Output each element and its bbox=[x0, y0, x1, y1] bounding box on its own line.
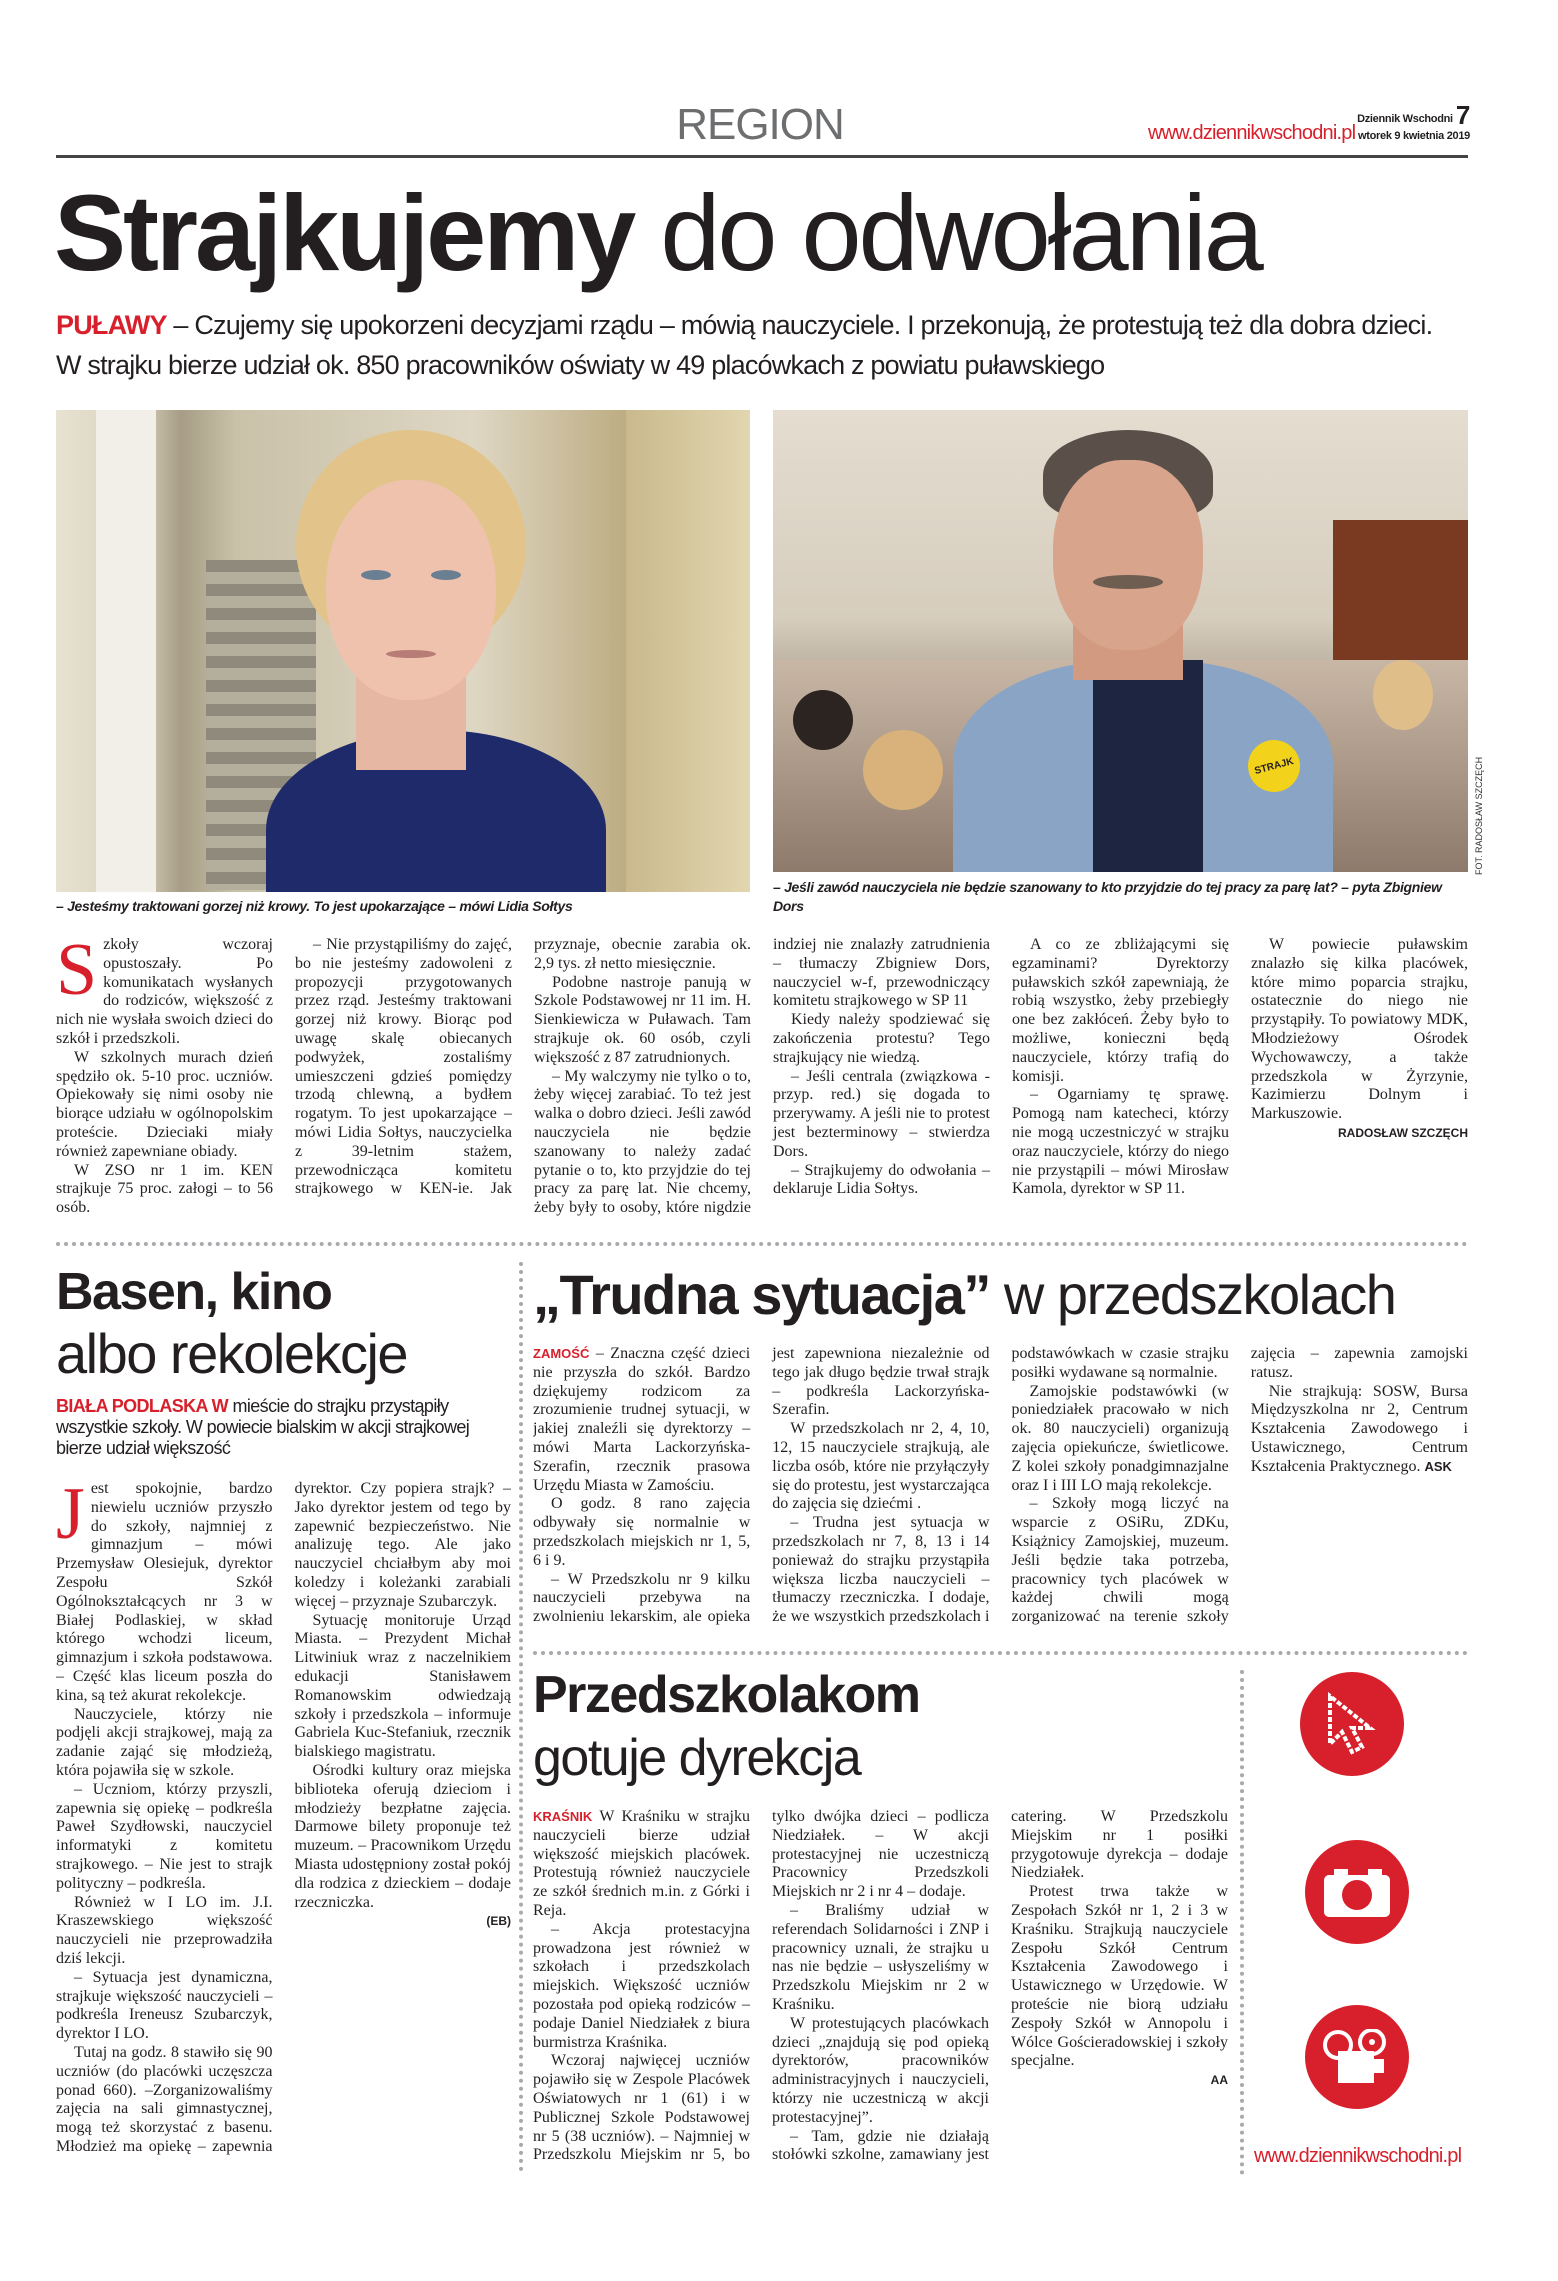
paragraph: Nie strajkują: SOSW, Bursa Międzyszkolna nr 2, Centrum Kształcenia Zawodowego i Ustawicznego, Centrum Kształcenia Praktycznego. ASK bbox=[1250, 1382, 1468, 1475]
biala-headline-line2: albo rekolekcje bbox=[56, 1322, 408, 1385]
krasnik-headline-line2: gotuje dyrekcja bbox=[533, 1729, 861, 1787]
paragraph: – Uczniom, którzy przyszli, zapewnia się opiekę – podkreśla Paweł Szydłowski, nauczyciel informatyki z komitetu strajkowego. – Nie jest to strajk polityczny – podkreśla. bbox=[56, 1780, 273, 1892]
author-byline: (EB) bbox=[486, 1914, 511, 1929]
zamosc-article-body bbox=[533, 1345, 1468, 1637]
photo-credit: FOT. RADOSŁAW SZCZĘCH bbox=[1474, 756, 1484, 875]
page-number: 7 bbox=[1455, 100, 1470, 130]
paragraph: – Braliśmy udział w referendach Solidarności i ZNP i pracownicy uznali, że strajku u nas nie będzie – usłyszeliśmy w Przedszkolu Miejskim nr 2 w Kraśniku. bbox=[772, 1901, 989, 2013]
paragraph: W przedszkolach nr 2, 4, 10, 12, 15 nauczyciele strajkują, ale liczba osób, które nie przyłączyły się do protestu, jest wystarczająca do zajęcia się dziećmi . bbox=[772, 1420, 990, 1513]
paragraph: – Sytuacja jest dynamiczna, strajkuje większość nauczycieli – podkreśla Ireneusz Szubarczyk, dyrektor I LO. bbox=[56, 1968, 273, 2043]
paper-name: Dziennik Wschodni bbox=[1357, 113, 1453, 125]
paragraph: Kiedy należy spodziewać się zakończenia protestu? Tego strajkujący nie wiedzą. bbox=[773, 1011, 990, 1066]
paragraph: – Akcja protestacyjna prowadzona jest również w szkołach i przedszkolach miejskich. Większość uczniów pozostała pod opieką rodziców – podaje Daniel Niedziałek z biura burmistrza Kraśnika. bbox=[533, 1920, 750, 2051]
lead-line-1: – Czujemy się upokorzeni decyzjami rządu – mówią nauczyciele. I przekonują, że protestują też dla dobra dzieci. bbox=[166, 310, 1433, 340]
paragraph: – Nie przystąpiliśmy do zajęć, bo nie jesteśmy zadowoleni z propozycji przygotowanych przez rząd. Jesteśmy traktowani gorzej niż krowy. Biorąc pod uwagę skalę obiecanych podwyżek, zostaliśmy umieszczeni gdzieś pomiędzy trzodą chlewną, a bydłem rogatym. To jest upokarzające – mówi Lidia Sołtys, nauczycielka z 39-letnim stażem, przewodnicząca komitetu strajkowego w KEN-ie. Jak przyznaje, obecnie zarabia ok. 2,9 tys. zł netto miesięcznie. bbox=[295, 936, 751, 1198]
headline-bold: Strajkujemy bbox=[54, 172, 634, 293]
paragraph: W szkolnych murach dzień spędziło ok. 5-10 proc. uczniów. Opiekowały się nimi osoby nie biorące udziału w ogólnopolskim proteście. Dzieciaki miały również zapewniane obiady. bbox=[56, 1048, 273, 1160]
cursor-icon[interactable] bbox=[1300, 1672, 1404, 1776]
photo-zbigniew-dors bbox=[773, 410, 1468, 872]
paragraph: Nauczyciele, którzy nie podjęli akcji strajkowej, mają za zadanie zająć się młodzieżą, która pojawiła się w szkole. bbox=[56, 1705, 273, 1779]
photo-lidia-soltys bbox=[56, 410, 750, 892]
main-article-body bbox=[56, 936, 1468, 1232]
paragraph: Zamojskie podstawówki (w poniedziałek pracowało w nich ok. 80 nauczycieli) organizują zajęcia opiekuńcze, świetlicowe. Z kolei szkoły ponadgimnazjalne oraz I i III LO mają rekolekcje. bbox=[1011, 1382, 1229, 1494]
krasnik-headline-line1: Przedszkolakom bbox=[533, 1666, 920, 1724]
main-headline bbox=[54, 168, 1261, 298]
photo-left-caption: – Jesteśmy traktowani gorzej niż krowy. To jest upokarzające – mówi Lidia Sołtys bbox=[56, 898, 573, 914]
paragraph: – Trudna jest sytuacja w przedszkolach nr 7, 8, 13 i 14 ponieważ do strajku przystąpiła większa liczba nauczycieli – tłumaczy rzeczniczka. I dodaje, że we wszystkich przedszkolach i podstawówkach w czasie strajku posiłki wydawane są normalnie. bbox=[772, 1345, 1229, 1626]
biala-lead: BIAŁA PODLASKA W mieście do strajku przystąpiły wszystkie szkoły. W powiecie bialskim w akcji strajkowej bierze udział większość bbox=[56, 1396, 470, 1458]
biala-headline-line1: Basen, kino bbox=[56, 1263, 332, 1321]
paragraph: W ZSO nr 1 im. KEN strajkuje 75 proc. załogi – to 56 osób. bbox=[56, 1161, 273, 1217]
section-divider bbox=[533, 1651, 1468, 1655]
lead-place: ZAMOŚĆ bbox=[533, 1346, 590, 1361]
column-divider bbox=[519, 1262, 523, 2172]
zamosc-headline: „Trudna sytuacja” w przedszkolach bbox=[533, 1263, 1396, 1326]
photo-right-caption: – Jeśli zawód nauczyciela nie będzie szanowany to kto przyjdzie do tej pracy za parę lat? – pyta Zbigniew Dors bbox=[773, 879, 1442, 914]
masthead-website[interactable]: www.dziennikwschodni.pl bbox=[1147, 122, 1356, 144]
camera-icon[interactable] bbox=[1305, 1840, 1409, 1944]
author-byline: RADOSŁAW SZCZĘCH bbox=[1338, 1125, 1468, 1140]
paragraph: – Ogarniamy tę sprawę. Pomogą nam katecheci, którzy nie mogą uczestniczyć w strajku oraz nauczyciele, którzy do niego nie przystąpili – mówi Mirosław Kamola, dyrektor w SP 11. bbox=[1012, 1086, 1229, 1198]
paragraph: – Jeśli centrala (związkowa - przyp. red.) się dogada to przerywamy. A jeśli nie to protest jest bezterminowy – stwierdza Dors. bbox=[773, 1067, 990, 1160]
drop-cap: S bbox=[56, 936, 98, 1011]
krasnik-article-body bbox=[533, 1808, 1228, 2178]
drop-cap: J bbox=[56, 1480, 85, 1555]
section-title: REGION bbox=[676, 100, 844, 149]
header-rule bbox=[56, 155, 1468, 158]
paragraph: Szkoły wczoraj opustoszały. Po komunikatach wysłanych do rodziców, większość z nich nie wysłała swoich dzieci do szkół i przedszkoli. bbox=[56, 936, 273, 1047]
paragraph: Podobne nastroje panują w Szkole Podstawowej nr 11 im. H. Sienkiewicza w Puławach. Tam strajkuje ok. 60 osób, czyli większość z 87 zatrudnionych. bbox=[534, 973, 751, 1066]
paragraph: Protest trwa także w Zespołach Szkół nr 1, 2 i 3 w Kraśniku. Strajkują nauczyciele Zespołu Szkół Centrum Kształcenia Zawodowego i Ustawicznego w Urzędowie. W proteście nie biorą udziału Zespoły Szkół w Annopolu i Wólce Gościeradowskiej i szkoły specjalne. bbox=[1011, 1883, 1228, 2070]
author-byline: ASK bbox=[1424, 1458, 1452, 1474]
strajk-badge: STRAJK bbox=[1242, 734, 1306, 798]
paragraph: W powiecie puławskim znalazło się kilka placówek, które mimo poparcia strajku, ostatecznie do niego nie przystąpiły. To powiatowy MDK, Młodzieżowy Ośrodek Wychowawczy, a także przedszkola w Żyrzynie, Kazimierzu Dolnym i Markuszowie. bbox=[1251, 936, 1468, 1123]
paragraph: Sytuację monitoruje Urząd Miasta. – Prezydent Michał Litwiniuk wraz z naczelnikiem edukacji Stanisławem Romanowskim odwiedzają szkoły i przedszkola – informuje Gabriela Kuc-Stefaniuk, rzecznik bialskiego magistratu. bbox=[294, 1611, 511, 1761]
lead-line-2: W strajku bierze udział ok. 850 pracowników oświaty w 49 placówkach z powiatu puławskiego bbox=[56, 350, 1105, 380]
main-lead bbox=[56, 305, 1476, 385]
paragraph: Wczoraj najwięcej uczniów pojawiło się w Zespole Placówek Oświatowych nr 1 (61) i w Publicznej Szkole Podstawowej nr 5 (38 uczniów). – Najmniej w Przedszkolu Miejskim nr 5, bo tylko dwójka dzieci – podlicza Niedziałek. – W akcji protestacyjnej nie uczestniczą Pracownicy Przedszkoli Miejskich nr 2 i nr 4 – dodaje. bbox=[533, 1808, 989, 2164]
website-link[interactable]: www.dziennikwschodni.pl bbox=[1254, 2145, 1462, 2167]
paragraph: – Strajkujemy do odwołania – deklaruje Lidia Sołtys. bbox=[773, 1161, 990, 1198]
paragraph: A co ze zbliżającymi się egzaminami? Dyrektorzy puławskich szkół zapewniają, że robią wszystko, żeby przebiegły one bez zakłóceń. Żeby było to możliwe, konieczni będą nauczyciele, którzy trafią do komisji. bbox=[1012, 936, 1229, 1085]
paragraph: ZAMOŚĆ – Znaczna część dzieci nie przyszła do szkół. Bardzo dziękujemy rodzicom za zrozumienie trudnej sytuacji, w jakiej znaleźli się dyrektorzy – mówi Marta Lackorzyńska-Szerafin, rzecznik prasowa Urzędu Miasta w Zamościu. bbox=[533, 1345, 751, 1494]
paragraph: – W Przedszkolu nr 9 kilku nauczycieli przebywa na zwolnieniu lekarskim, ale opieka jest zapewniona niezależnie od tego jak długo będzie trwał strajk – podkreśla Lackorzyńska-Szerafin. bbox=[533, 1345, 990, 1626]
paragraph: – My walczymy nie tylko o to, żeby więcej zarabiać. To też jest walka o dobro dzieci. Jeśli zawód nauczyciela nie będzie szanowany to należy zadać pytanie o to, kto przyjdzie do tej pracy za parę lat. Nie chcemy, żeby były to osoby, które nigdzie indziej nie znalazły zatrudnienia – tłumaczy Zbigniew Dors, nauczyciel w-f, przewodniczący komitetu strajkowego w SP 11 bbox=[534, 936, 990, 1217]
section-divider bbox=[56, 1242, 1468, 1246]
paragraph: O godz. 8 rano zajęcia odbywały się normalnie w przedszkolach miejskich nr 1, 5, 6 i 9. bbox=[533, 1495, 751, 1569]
author-byline: AA bbox=[1210, 2073, 1228, 2088]
masthead bbox=[1147, 100, 1470, 144]
paragraph: – Szkoły mogą liczyć na wsparcie z OSiRu, ZDKu, Książnicy Zamojskiej, muzeum. Jeśli będzie taka potrzeba, pracownicy tych placówek w każdej chwili mogą zorganizować na terenie szkoły zajęcia – zapewnia zamojski ratusz. bbox=[1011, 1345, 1468, 1626]
headline-regular: do odwołania bbox=[660, 172, 1261, 293]
lead-place: PUŁAWY bbox=[56, 310, 167, 340]
paragraph: Ośrodki kultury oraz miejska biblioteka oferują dzieciom i młodzieży bezpłatne zajęcia. Darmowe bilety proponuje też muzeum. – Pracownikom Urzędu Miasta udostępniony został pokój dla rodzica z dzieckiem – dodaje rzeczniczka. bbox=[294, 1761, 511, 1911]
paragraph: KRAŚNIK W Kraśniku w strajku nauczycieli bierze udział większość miejskich placówek. Protestują również nauczyciele ze szkół średnich m.in. z Górki i Reja. bbox=[533, 1808, 750, 1919]
paragraph: – Tam, gdzie nie działają stołówki szkolne, zamawiany jest catering. W Przedszkolu Miejskim nr 1 posiłki przygotowuje dyrekcja – dodaje Niedziałek. bbox=[772, 1808, 1228, 2164]
film-projector-icon[interactable] bbox=[1305, 2005, 1409, 2109]
paragraph: W protestujących placówkach dzieci „znajdują się pod opieką dyrektorów, pracowników administracyjnych i nauczycieli, którzy nie uczestniczą w akcji protestacyjnej”. bbox=[772, 2014, 989, 2126]
paragraph: Jest spokojnie, bardzo niewielu uczniów przyszło do szkoły, najmniej z gimnazjum – mówi Przemysław Olesiejuk, dyrektor Zespołu Szkół Ogólnokształcących nr 3 w Białej Podlaskiej, w skład którego wchodzi liceum, gimnazjum i szkoła podstawowa. – Część klas liceum poszła do kina, są też akurat rekolekcje. bbox=[56, 1480, 273, 1704]
column-divider bbox=[1240, 1670, 1244, 2175]
biala-article-body bbox=[56, 1480, 511, 2175]
issue-date: wtorek 9 kwietnia 2019 bbox=[1357, 130, 1470, 142]
paragraph: Również w I LO im. J.I. Kraszewskiego większość nauczycieli nie przeprowadziła dziś lekcji. bbox=[56, 1893, 273, 1967]
paragraph: Tutaj na godz. 8 stawiło się 90 uczniów (do placówki uczęszcza ponad 660). –Zorganizowaliśmy zajęcia na sali gimnastycznej, mogą też skorzystać z basenu. Młodzież ma opiekę – zapewnia dyrektor. Czy popiera strajk? – Jako dyrektor jestem od tego by zapewnić bezpieczeństwo. Nie analizuję tego. Ale jako nauczyciel chciałbym aby moi koledzy i koleżanki zarabiali więcej – przyznaje Szubarczyk. bbox=[56, 1480, 511, 2155]
lead-place: BIAŁA PODLASKA W bbox=[56, 1396, 229, 1416]
lead-place: KRAŚNIK bbox=[533, 1809, 593, 1824]
